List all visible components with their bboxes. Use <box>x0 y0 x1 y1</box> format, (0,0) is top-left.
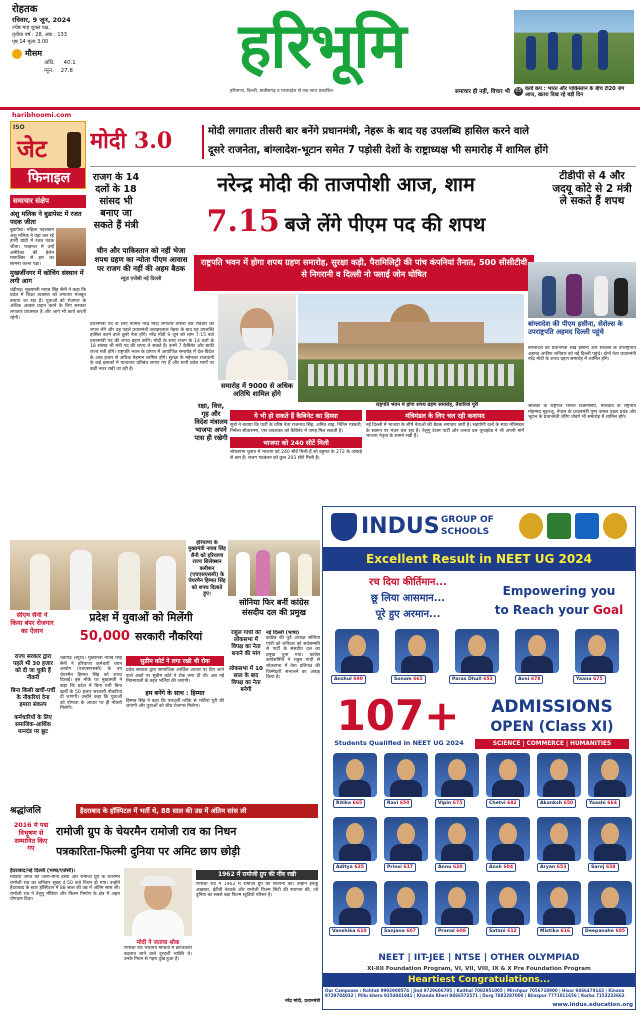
hindi-slogan <box>333 575 483 629</box>
student-score: 658 <box>606 865 616 870</box>
banner-divider <box>202 125 204 159</box>
ramoji-sub-head: 1962 में रामोजी ग्रुप की नींव रखी <box>196 870 318 880</box>
saini-photo <box>10 540 186 610</box>
topper-photo <box>395 629 439 673</box>
modi-quote-by: नरेंद्र मोदी, प्रधानमंत्री <box>284 999 320 1004</box>
brief-photo <box>56 228 86 266</box>
student-score: 612 <box>507 929 517 934</box>
saini-jobs-side: सीएम सैनी ने किया बंपर रोजगार का ऐलान <box>10 612 54 635</box>
topper-name: Paras Dhull <box>452 677 482 682</box>
student-score: 650 <box>399 801 410 806</box>
indus-group: GROUP OF <box>441 515 494 525</box>
min-temp-value: 27.8 <box>60 68 73 74</box>
topper-photo <box>515 629 559 673</box>
student-score: 610 <box>357 929 367 934</box>
topper-photo <box>575 629 619 673</box>
masthead-pages: पृष्ठ 14 मूल्य 3.00 <box>12 39 49 45</box>
brief-text-1: बुडापेस्ट। महिला पहलवान अंशु मलिक ने यहां चल रहे हंगरी ग्रांप्री में रजत पदक जीता। फाइनल में उन्हें अमेरिका की हेलेन मारूलिस से हार का सामना करना पड़ा। <box>10 228 54 267</box>
topper-photo <box>335 629 379 673</box>
jet-phenyl-ad[interactable] <box>10 121 86 189</box>
sonia-story <box>266 630 320 800</box>
student-photo <box>537 881 581 925</box>
student-score: 675 <box>452 801 463 806</box>
student-score: 608 <box>456 929 466 934</box>
jobs-headline <box>56 610 226 660</box>
foundation-line: XI-XII Foundation Program, VI, VII, VIII, IX & X Pre Foundation Program <box>367 966 591 972</box>
courses-line[interactable]: NEET | IIT-JEE | NTSE | OTHER OLYMPIAD <box>378 953 580 963</box>
phenyl-bottle-icon <box>67 132 81 168</box>
empower-line-1: Empowering you <box>502 584 616 598</box>
sonia-side-1: राहुल गांधी को लोकसभा में विपक्ष का नेता बनाने की मांग <box>231 630 261 657</box>
chairs <box>308 364 514 386</box>
student-photo <box>537 817 581 861</box>
student-name: Ravi <box>387 801 399 806</box>
obit-text: मीडिया जगत की जानी-मानी हस्ती और रामोजी ग्रुप के चेयरमैन रामोजी राव का शनिवार सुबह 4:50 बजे निधन हो गया। उन्होंने हैदराबाद के स्टार हॉस्पिटल में 88 साल की उम्र में अंतिम सांस ली। रामोजी राव ने तेलुगु मीडिया और फिल्म निर्माण के क्षेत्र में अहम योगदान दिया। <box>10 875 120 903</box>
student-name: Annu <box>438 865 452 870</box>
jobs-number: 50,000 <box>79 629 130 644</box>
topper-score: 675 <box>593 677 603 682</box>
student-name: Vipin <box>438 801 452 806</box>
ministry-note: रक्षा, वित्त, गृह और विदेश मंत्रालय भाजपा अपने पास ही रखेगी <box>194 402 228 442</box>
sc-box <box>126 656 224 794</box>
himmat-head: हम बनेंगे के साथ : हिम्मत <box>145 689 205 697</box>
building <box>338 322 484 344</box>
student-photo <box>435 817 479 861</box>
jobs-headline-line-1: प्रदेश में युवाओं को मिलेंगी <box>89 611 193 624</box>
obit-label: श्रद्धांजलि <box>10 806 42 816</box>
student-name: Pranal <box>438 929 455 934</box>
empower-goal: Goal <box>592 603 624 617</box>
empower-tagline <box>487 583 631 623</box>
hasina-caption: बांग्लादेश की पीएम हसीना, सेशेल्स के उपराष्ट्रपति अहमद दिल्ली पहुंचे <box>528 320 623 336</box>
student-score: 617 <box>403 865 413 870</box>
topper-name: Anshul <box>334 677 352 682</box>
topper-name: Avni <box>518 677 530 682</box>
obit-banner: हैदराबाद के हॉस्पिटल में भर्ती थे, 88 साल की उम्र में अंतिम सांस ली <box>76 804 318 818</box>
student-photo <box>537 753 581 797</box>
congrats-line: Heartiest Congratulations... <box>323 973 635 987</box>
samaroh-head: समारोह में 9000 से अधिक अतिथि शामिल होंगे <box>221 382 293 399</box>
student-tag <box>486 799 520 808</box>
cabinet-head: ये भी हो सकते हैं कैबिनेट का हिस्सा <box>230 410 362 421</box>
sonia-dateline: नई दिल्ली (भाषा) <box>266 630 300 636</box>
dome <box>390 304 430 324</box>
sonia-photo <box>228 540 320 596</box>
student-tag <box>486 863 516 872</box>
sc-box-head: सुप्रीम कोर्ट ने लगा रखी थी रोक <box>126 656 224 666</box>
student-name: Yaashi <box>589 801 606 806</box>
obit-dateline: हैदराबाद/नई दिल्ली (भाषा/एजेंसी)। <box>10 868 76 874</box>
jobs-body: चंडीगढ़ (ब्यूरो)। मुख्यमंत्री नायब सिंह सैनी ने हरियाणा कर्मचारी चयन आयोग (एचएसएससी) के नए चेयरमैन हिम्मत सिंह को शपथ दिलाई। इस मौके पर मुख्यमंत्री ने कहा कि प्रदेश में बिना पर्ची बिना खर्ची के 50 हजार सरकारी नौकरियां दी जाएंगी। उन्होंने कहा कि युवाओं को योग्यता के आधार पर ही नौकरी मिलेगी। <box>60 656 122 712</box>
topper-score: 665 <box>413 677 423 682</box>
topper-name: Yaana <box>576 677 592 682</box>
student-photo <box>384 881 428 925</box>
student-name: Saroj <box>591 865 605 870</box>
weather-label: मौसम <box>25 49 43 58</box>
ramoji-sub-text: रामोजी राव ने 1962 में रामोजी ग्रुप की स्थापना की। उन्होंने ईनाडु अखबार, ईटीवी नेटवर्क और रामोजी फिल्म सिटी की स्थापना की, जो दुनिया का सबसे बड़ा फिल्म स्टूडियो परिसर है। <box>196 882 318 899</box>
jobs-side-item-2: बिना किसी खर्ची-पर्ची के नौकरियां देना हमारा संकल्प <box>10 688 56 708</box>
student-name: Sanjana <box>384 929 405 934</box>
ad-brand: जेट <box>17 135 47 163</box>
student-name: Mistika <box>540 929 559 934</box>
student-score: 682 <box>507 801 517 806</box>
results-grid <box>323 753 635 949</box>
news-brief-column <box>10 195 86 539</box>
masthead-reg: तृतीया वर्ष : 28, अंक : 133 <box>12 32 67 38</box>
masthead-calendar: ज्येष्ठ माह शुक्ल पक्ष, <box>12 25 50 31</box>
student-photo <box>486 881 530 925</box>
student-score: 604 <box>503 865 514 870</box>
student-name: Aditya <box>336 865 353 870</box>
ministry-exercise-head: मंत्रिमंडल के लिए चल रही कवायद <box>366 410 524 421</box>
hasina-text: बांग्लादेश की प्रधानमंत्री शेख हसीना और सेशेल्स के उपराष्ट्रपति अहमद अफीफ शनिवार को नई दिल्ली पहुंचे। दोनों नेता प्रधानमंत्री नरेंद्र मोदी के शपथ ग्रहण समारोह में शामिल होंगे। <box>528 346 636 363</box>
topper-score: 653 <box>483 677 493 682</box>
saini-caption: हरियाणा के मुख्यमंत्री नायब सिंह सैनी को हरियाणा राज्य सिलेक्शन कमीशन (एचएसएससी) के चेयरमैन हिम्मत सिंह को शपथ दिलाते हुए। <box>188 540 226 598</box>
topper-tag <box>449 675 496 684</box>
student-name: Ritika <box>336 801 352 806</box>
jobs-side-item-3: कर्मचारियों के लिए समाजिक-आर्थिक मानदंड पर छूट <box>14 715 52 735</box>
brief-text-2: चंडीगढ़। मुख्यमंत्री नायब सिंह सैनी ने कहा कि प्रदेश में शिक्षा व्यवस्था को लगातार मजबूत बनाया जा रहा है। युवाओं को रोजगार के अधिक अवसर प्रदान करने के लिए सरकार लगातार प्रयासरत है और आगे भी कार्य करती रहेगी। <box>10 287 86 321</box>
student-name: Ansh <box>489 865 502 870</box>
student-name: Prinsi <box>387 865 402 870</box>
student-tag <box>384 863 416 872</box>
jobs-headline-line-2: सरकारी नौकरियां <box>135 630 203 643</box>
student-tag <box>537 863 569 872</box>
banner-line-2: दूसरे राजनेता, बांग्लादेश-भूटान समेत 7 पड़ोसी देशों के राष्ट्राध्यक्ष भी समारोह में शामिल होंगे <box>208 145 549 156</box>
student-photo <box>384 753 428 797</box>
modi-body <box>226 350 288 380</box>
neet-banner: Excellent Result in NEET UG 2024 <box>323 547 635 571</box>
student-name: Deepanshe <box>585 929 614 934</box>
student-tag <box>586 799 620 808</box>
empower-line-2: to Reach your <box>494 603 593 617</box>
iso-badge: ISO <box>13 124 25 131</box>
main-headline <box>146 168 546 256</box>
bjp-seats-head: भाजपा को 240 सीटें मिली <box>230 437 362 448</box>
campuses-line: Our Campuses : Rohtak 9992900574 | Jind 9729606705 | Kaithal 7082951005 | Mirchpur 7056718900 | Hisar 9466479143 | Kinana 9729704032 | Pillu khera 9254041041 | Khanda Kheri 9466572571 | Durg 7882287000 | Bilaspur 7771011656 | Korba 7152232662 <box>325 988 625 998</box>
student-score: 625 <box>354 865 364 870</box>
student-photo <box>588 881 632 925</box>
main-headline-time: 7.15 <box>206 204 280 239</box>
brief-head-1[interactable]: अंशु मलिक ने बुडापेस्ट में रजत पदक जीता <box>10 210 82 226</box>
masthead-slogan: समाचार ही नहीं, विचार भी <box>455 89 510 95</box>
student-photo <box>333 881 377 925</box>
ministry-exercise-text: नई दिल्ली में भाजपा के शीर्ष नेताओं की बैठक लगातार जारी है। सहयोगी दलों के साथ मंत्रिमंडल के स्वरूप पर मंथन चल रहा है। तेलुगु देशम पार्टी और जनता दल यूनाइटेड ने भी अपनी मांगें भाजपा नेतृत्व के सामने रखी हैं। <box>366 423 524 440</box>
sonia-head: सोनिया फिर बनीं कांग्रेस संसदीय दल की प्रमुख <box>239 598 309 617</box>
student-tag <box>582 927 628 936</box>
ministry-exercise-story <box>366 410 524 498</box>
quote-left: राजग के 14 दलों के 18 सांसद भी बनाए जा सकते हैं मंत्री <box>92 172 140 231</box>
student-score: 664 <box>607 801 617 806</box>
student-score: 605 <box>615 929 626 934</box>
indus-ad[interactable] <box>322 506 636 1010</box>
student-photo <box>588 817 632 861</box>
masthead <box>0 0 640 108</box>
masthead-city: रोहतक <box>12 4 38 15</box>
president-caption: राष्ट्रपति भवन में होगा शपथ ग्रहण समारोह, तैयारियां पूरी <box>375 402 479 408</box>
hindi-slogan-3: पूरे हुए अरमान... <box>375 609 441 620</box>
hindi-slogan-2: छू लिया आसमान... <box>370 593 446 604</box>
jobs-side-item-1: राज्य सरकार द्वारा पहले भी 30 हजार को दी जा चुकी हैं नौकरी <box>13 654 53 681</box>
student-name: Chetvi <box>489 801 506 806</box>
obit-side: 2016 में पद्म विभूषण से सम्मानित किए गए <box>13 822 49 853</box>
student-score: 616 <box>560 929 571 934</box>
sonia-side-2: लोकसभा में 10 साल के बाद विपक्ष का नेता बनेगी <box>229 666 263 693</box>
big-count: 107+ <box>336 691 460 740</box>
sc-box-text: प्रदेश सरकार द्वारा सामाजिक आर्थिक आधार पर दिए जाने वाले अंकों पर सुप्रीम कोर्ट ने रोक लगा दी थी। अब नई नियमावली के तहत भर्तियां की जाएंगी। <box>126 668 224 685</box>
masthead-subtitle: हरियाणा, दिल्ली, छत्तीसगढ़ व मध्यप्रदेश से एक साथ प्रकाशित <box>230 89 333 94</box>
indus-header <box>323 507 635 547</box>
top5-row <box>323 629 635 691</box>
topper-name: Sonam <box>394 677 412 682</box>
cricket-photo <box>514 10 634 84</box>
brief-title: समाचार संक्षेप <box>10 195 86 208</box>
topper-tag <box>573 675 606 684</box>
max-temp-value: 40.1 <box>63 60 76 66</box>
student-tag <box>588 863 619 872</box>
modi-3-label: मोदी 3.0 <box>90 128 173 154</box>
indus-schools: SCHOOLS <box>441 527 490 537</box>
hindi-slogan-1: रच दिया कीर्तिमान... <box>369 577 447 588</box>
student-name: Aryan <box>540 865 556 870</box>
min-temp-label: न्यून. <box>44 68 54 74</box>
student-tag <box>435 863 466 872</box>
student-tag <box>435 799 465 808</box>
student-tag <box>537 799 576 808</box>
ramoji-photo-caption: मोदी ने जताया शोक <box>136 940 180 946</box>
student-tag <box>333 799 365 808</box>
cabinet-text: सूत्रों ने बताया कि पार्टी के वरिष्ठ नेता राजनाथ सिंह, अमित शाह, नितिन गडकरी, निर्मला सीतारमण, एस जयशंकर को कैबिनेट में जगह मिल सकती है। <box>230 423 362 434</box>
himmat-text: हिम्मत सिंह ने कहा कि पारदर्शी तरीके से भर्तियां पूरी की जाएंगी और युवाओं को शीघ्र रोजगार मिलेगा। <box>126 698 224 710</box>
topper-score: 690 <box>353 677 363 682</box>
student-photo <box>384 817 428 861</box>
admissions-class: OPEN (Class XI) <box>490 719 614 735</box>
bjp-seats-text: लोकसभा चुनाव में भाजपा को 240 सीटें मिली हैं जो बहुमत के 272 के आंकड़े से कम हैं। राजग गठबंधन को कुल 293 सीटें मिली हैं। <box>230 450 362 461</box>
modi-photo <box>218 294 296 380</box>
sonia-side <box>228 630 264 800</box>
student-photo <box>588 753 632 797</box>
topper-tag <box>331 675 366 684</box>
obit-head-2: पत्रकारिता-फिल्मी दुनिया पर अमिट छाप छोड़ी <box>56 845 240 858</box>
china-dateline: न्यूज़ एजेंसी नई दिल्ली <box>120 276 162 282</box>
student-photo <box>333 753 377 797</box>
hasina-photo <box>528 262 636 318</box>
topper-score: 678 <box>530 677 541 682</box>
indus-logo-icon <box>331 513 357 541</box>
topper-tag <box>515 675 543 684</box>
quote-right: टीडीपी से 4 और जदयू कोटे से 2 मंत्री ले सकते हैं शपथ <box>552 170 632 208</box>
student-photo <box>486 753 530 797</box>
student-tag <box>333 863 367 872</box>
website-url[interactable]: haribhoomi.com <box>12 111 72 119</box>
main-headline-line-2: बजे लेंगे पीएम पद की शपथ <box>284 213 486 236</box>
topper-photo <box>455 629 499 673</box>
indus-brand: INDUS <box>361 514 440 539</box>
red-strip: राष्ट्रपति भवन में होगा शपथ ग्रहण समारोह, सुरक्षा कड़ी, पैरामिलिट्री की पांच कंपनियां तैनात, 500 सीसीटीवी से निगरानी व दिल्ली नो फ्लाई जोन घोषित <box>194 255 534 291</box>
student-photo <box>333 817 377 861</box>
masthead-rule <box>0 107 640 110</box>
teaser-page-badge[interactable]: 05 <box>515 88 522 94</box>
banner-line-1: मोदी लगातार तीसरी बार बनेंगे प्रधानमंत्री, नेहरू के बाद यह उपलब्धि हासिल करने वाले <box>208 126 530 137</box>
student-tag <box>435 927 469 936</box>
student-photo <box>486 817 530 861</box>
big-count-sub: Students Qualified in NEET UG 2024 <box>334 739 464 747</box>
china-head: चीन और पाकिस्तान को नहीं भेजा शपथ ग्रहण का न्योता पीएम आवास पर राजग की नहीं की अहम बैठक <box>94 246 188 273</box>
indus-website[interactable]: www.indus.education.org <box>552 1002 633 1008</box>
max-temp-label: अधि. <box>44 60 55 66</box>
student-score: 653 <box>556 865 567 870</box>
ramoji-photo <box>124 868 192 936</box>
obit-head-1: रामोजी ग्रुप के चेयरमैन रामोजी राव का निधन <box>56 825 237 838</box>
award-icons <box>519 513 629 541</box>
modi-beard <box>242 328 272 350</box>
admissions-title: ADMISSIONS <box>491 697 613 717</box>
newspaper-logo: हरिभूमि <box>238 9 406 82</box>
student-tag <box>384 799 412 808</box>
student-score: 650 <box>563 801 574 806</box>
ad-sub: फिनाइल <box>11 168 86 188</box>
topper-tag <box>391 675 426 684</box>
student-score: 607 <box>406 929 416 934</box>
masthead-date: रविवार, 9 जून, 2024 <box>12 16 71 24</box>
neighbour-leaders-text: श्रीलंका के राष्ट्रपति रानिल विक्रमसिंघे, मालदीव के राष्ट्रपति मोहम्मद मुइज्जू, नेपाल के प्रधानमंत्री पुष्प कमल दहल प्रचंड और भूटान के प्रधानमंत्री शेरिंग तोबगे भी समारोह में शामिल होंगे। <box>528 404 636 421</box>
brief-head-2[interactable]: मुखर्जीनगर में कोचिंग संस्थान में लगी आग <box>10 269 84 285</box>
sun-icon <box>12 49 22 59</box>
student-tag <box>537 927 573 936</box>
student-score: 620 <box>452 865 463 870</box>
student-tag <box>486 927 520 936</box>
rule <box>90 166 636 167</box>
student-name: Vanshika <box>332 929 356 934</box>
student-score: 665 <box>352 801 363 806</box>
admissions-streams[interactable]: SCIENCE | COMMERCE | HUMANITIES <box>475 739 629 749</box>
student-tag <box>381 927 419 936</box>
rashtrapati-bhavan-photo <box>298 294 524 402</box>
main-headline-line-1: नरेन्द्र मोदी की ताजपोशी आज, शाम <box>217 173 475 196</box>
student-photo <box>435 881 479 925</box>
student-photo <box>435 753 479 797</box>
top-banner <box>90 121 636 163</box>
teaser-text[interactable]: वर्ल्ड कप : भारत और पाकिस्तान के बीच टी20 जंग आज, खतरा दिख रहे बड़ी दिन <box>525 86 625 99</box>
china-body: प्रधानमंत्री पद के लिए नामित नरेंद्र मोदी लगातार तीसरी बार रविवार को शपथ लेंगे और वह पहले प्रधानमंत्री जवाहरलाल नेहरू के बाद यह उपलब्धि हासिल करने वाले दूसरे नेता होंगे। नरेंद्र मोदी 9 जून को शाम 7:15 बजे प्रधानमंत्री पद की शपथ ग्रहण करेंगे। मोदी के साथ राजग के 14 दलों के 18 सांसद भी मंत्री पद की शपथ ले सकते हैं। इनमें 7 कैबिनेट और बाकी राज्य मंत्री होंगे। राष्ट्रपति भवन के प्रांगण में आयोजित समारोह में देश-विदेश के आठ हजार से अधिक मेहमान शामिल होंगे। सुरक्षा के मद्देनजर राजधानी के कई इलाकों में यातायात प्रतिबंध लगाए गए हैं और सभी प्रवेश मार्गों पर कड़ी नजर रखी जा रही है। <box>90 322 214 372</box>
student-name: Satani <box>489 929 506 934</box>
sonia-text: कांग्रेस की पूर्व अध्यक्ष सोनिया गांधी को शनिवार को सर्वसम्मति से पार्टी के संसदीय दल का प्रमुख चुना गया। कांग्रेस कार्यसमिति ने राहुल गांधी से लोकसभा में नेता प्रतिपक्ष की जिम्मेदारी संभालने का आग्रह किया है। <box>266 636 320 681</box>
student-name: Akanksh <box>540 801 563 806</box>
jobs-side-column <box>10 654 56 794</box>
student-tag <box>329 927 370 936</box>
modi-quote: रामोजी राव भारतीय मीडिया में क्रांतिकारी बदलाव लाने वाले दूरदर्शी व्यक्ति थे। उनके निधन से गहरा दुख हुआ है। <box>124 946 192 963</box>
